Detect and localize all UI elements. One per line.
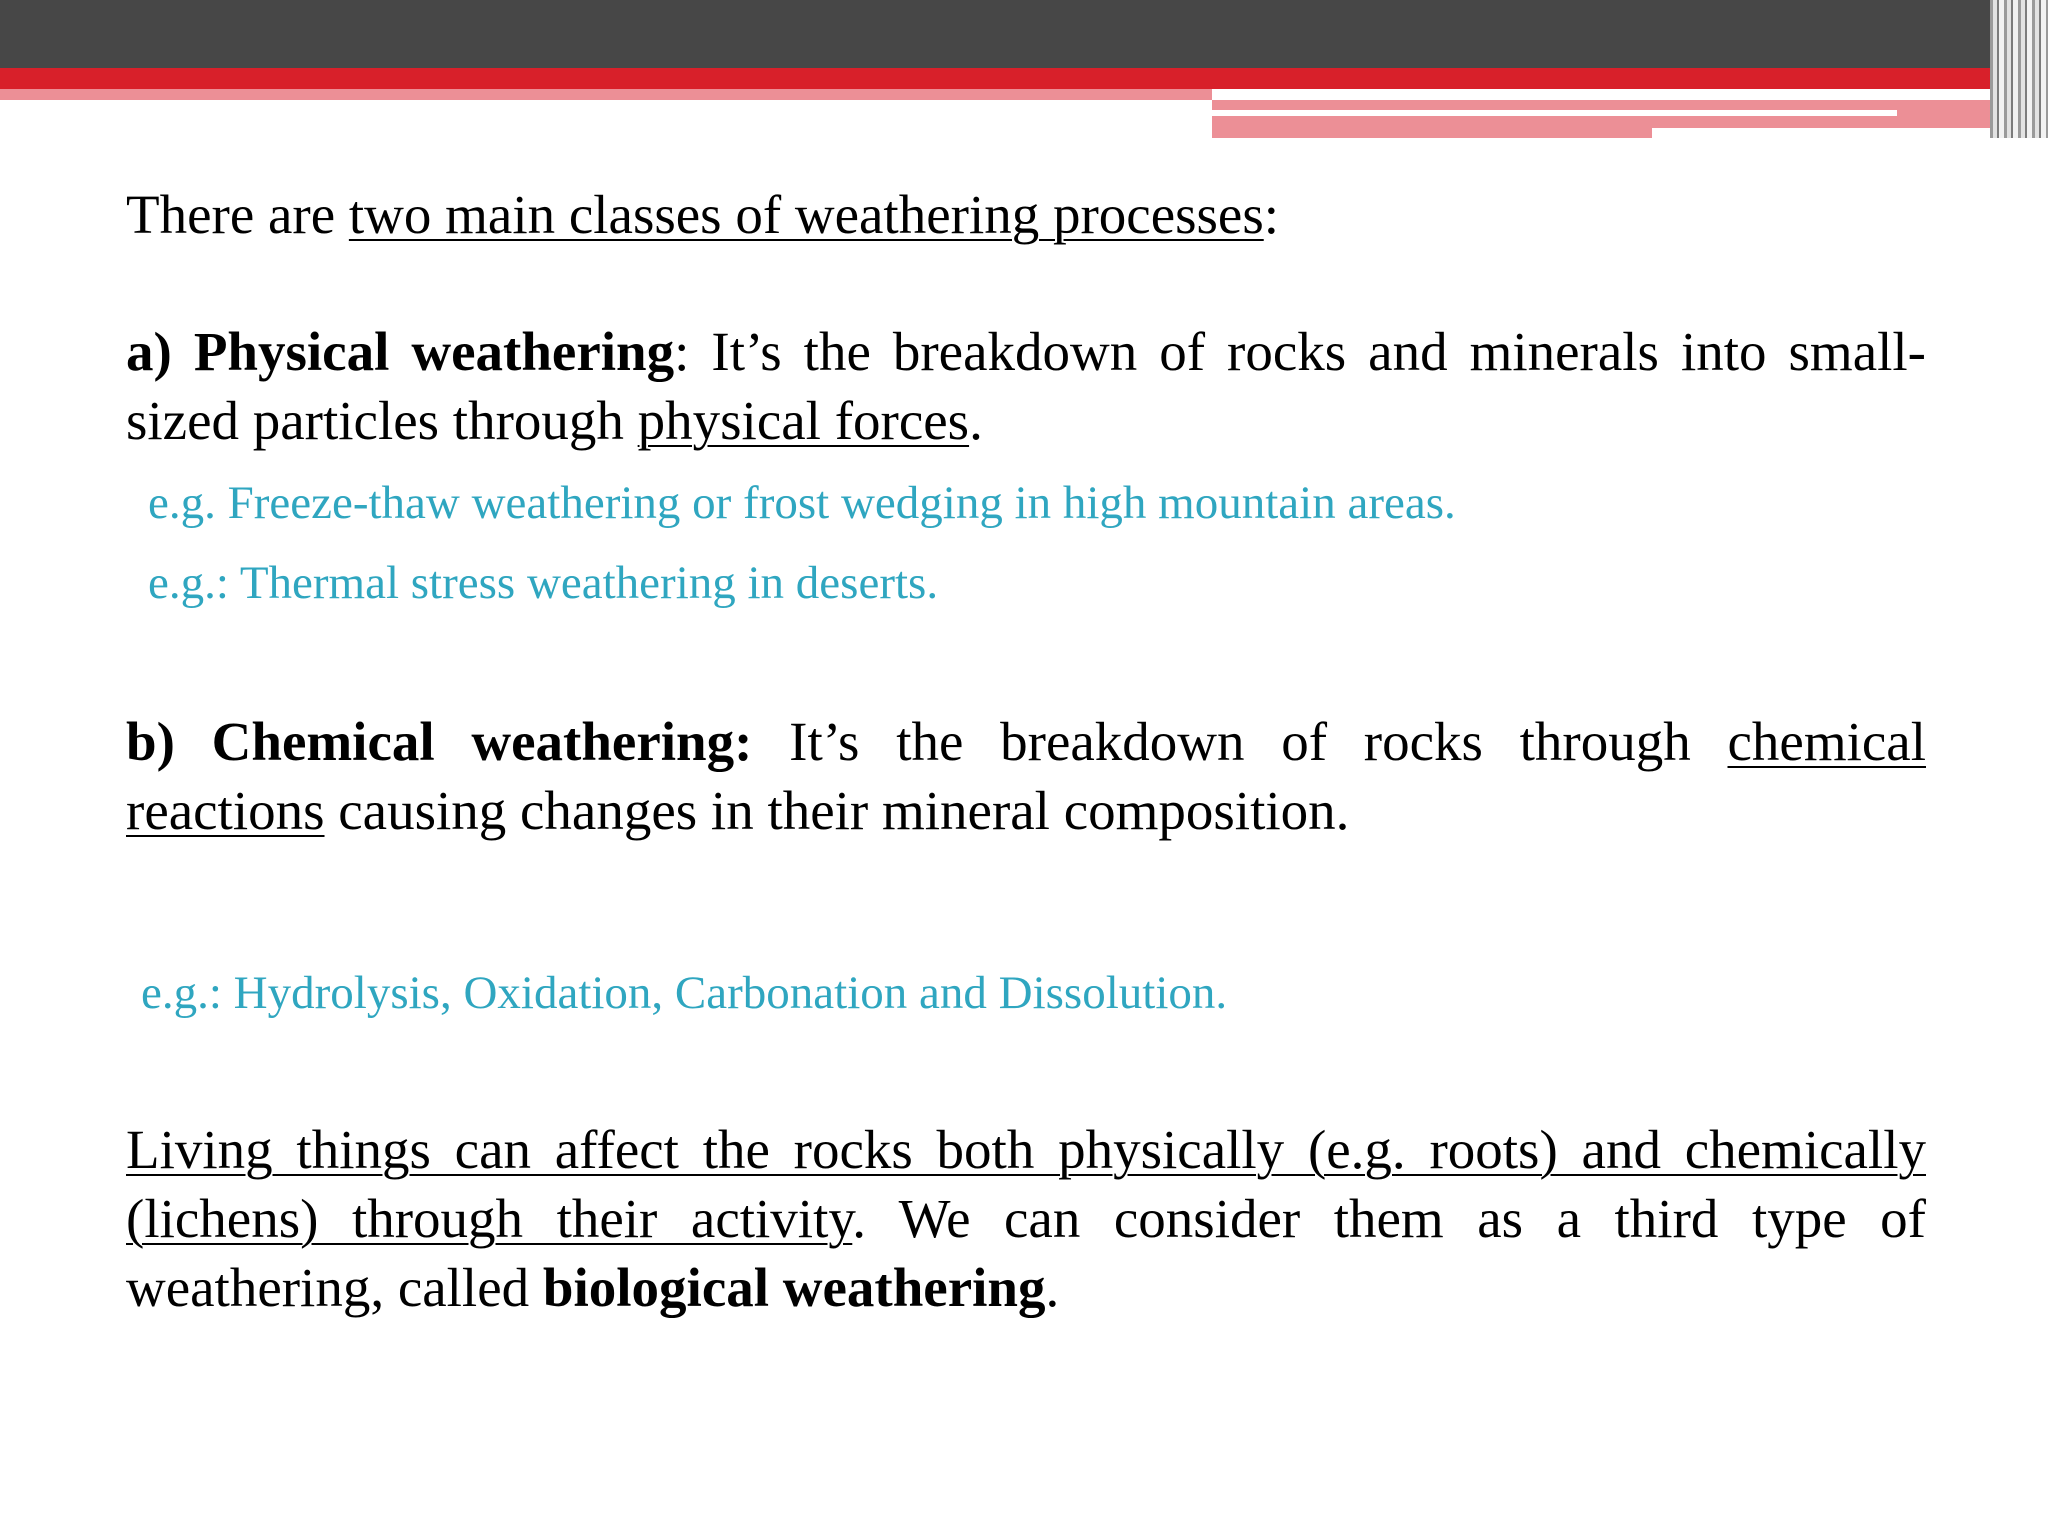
biological-weathering-paragraph [126, 1115, 1926, 1322]
header-white-line [1212, 110, 1897, 116]
slide-content [126, 180, 1926, 1322]
physical-weathering-text: : It’s the breakdown of rocks and minerals into small-sized particles through [126, 321, 1926, 451]
intro-suffix: : [1263, 184, 1280, 245]
header-white-line-short [1652, 128, 1995, 138]
physical-forces-underlined: physical forces [637, 390, 970, 451]
header-pink-bar-left [0, 89, 1212, 100]
header-dark-bar [0, 0, 1995, 68]
chemical-weathering-term: b) Chemical weathering: [126, 711, 753, 772]
intro-paragraph [126, 180, 1926, 249]
chemical-weathering-end: causing changes in their mineral composition. [324, 780, 1350, 841]
chemical-example: e.g.: Hydrolysis, Oxidation, Carbonation and Dissolution. [141, 967, 1228, 1019]
header-stripes [1990, 0, 2048, 138]
chemical-weathering-paragraph [126, 707, 1926, 845]
intro-prefix: There are [126, 184, 349, 245]
physical-weathering-end: . [969, 390, 983, 451]
biological-weathering-end: . [1045, 1257, 1060, 1318]
chemical-reactions-underlined: chemical reactions [126, 711, 1926, 841]
biological-weathering-term: biological weathering [542, 1257, 1046, 1318]
chemical-weathering-text: It’s the breakdown of rocks through [752, 711, 1728, 772]
header-red-bar [0, 68, 1995, 89]
physical-weathering-term: a) Physical weathering [126, 321, 675, 382]
physical-weathering-paragraph [126, 317, 1926, 455]
physical-example-1: e.g. Freeze-thaw weathering or frost wedging in high mountain areas. [148, 477, 1456, 529]
biological-weathering-text: . We can consider them as a third type of weathering, called [126, 1188, 1926, 1318]
living-things-underlined: Living things can affect the rocks both physically (e.g. roots) and chemically (lichens) through their activity [126, 1119, 1926, 1249]
intro-underlined: two main classes of weathering processes [348, 184, 1264, 245]
physical-example-2: e.g.: Thermal stress weathering in deserts. [148, 557, 939, 609]
